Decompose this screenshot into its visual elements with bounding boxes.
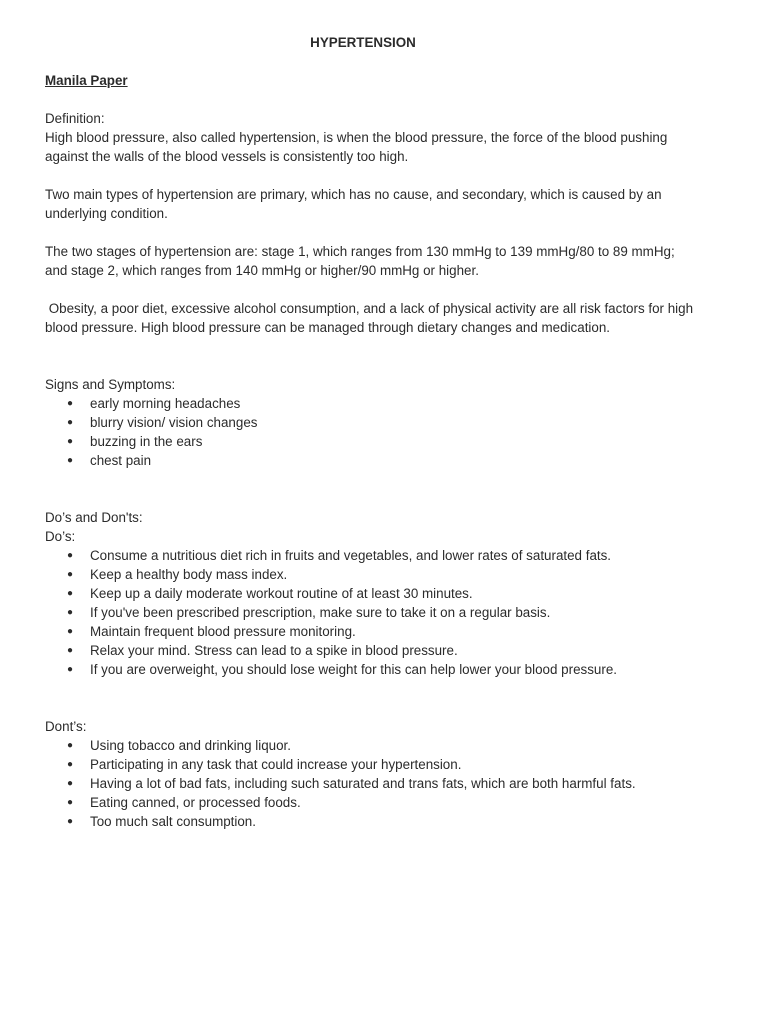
- dos-list: [45, 546, 695, 679]
- risk-factors-paragraph: Obesity, a poor diet, excessive alcohol consumption, and a lack of physical activity are all risk factors for high blood pressure. High blood pressure can be managed through dietary changes and medication.: [45, 301, 697, 335]
- list-item: ● chest pain: [45, 451, 695, 470]
- signs-list: [45, 394, 695, 470]
- list-item: ● Relax your mind. Stress can lead to a spike in blood pressure.: [45, 641, 695, 660]
- list-item: ● Participating in any task that could increase your hypertension.: [45, 755, 695, 774]
- list-item: ● If you've been prescribed prescription, make sure to take it on a regular basis.: [45, 603, 695, 622]
- stages-paragraph: The two stages of hypertension are: stage 1, which ranges from 130 mmHg to 139 mmHg/80 to 89 mmHg; and stage 2, which ranges from 140 mmHg or higher/90 mmHg or higher.: [45, 244, 675, 278]
- list-item: ● buzzing in the ears: [45, 432, 695, 451]
- list-item: ● blurry vision/ vision changes: [45, 413, 695, 432]
- list-item: ● Using tobacco and drinking liquor.: [45, 736, 695, 755]
- definition-label: Definition:: [45, 111, 105, 126]
- types-paragraph: Two main types of hypertension are primary, which has no cause, and secondary, which is caused by an underlying condition.: [45, 187, 662, 221]
- page-title: HYPERTENSION: [310, 35, 416, 50]
- list-item: ● Keep a healthy body mass index.: [45, 565, 695, 584]
- document-subtitle: Manila Paper: [45, 73, 128, 88]
- definition-text: High blood pressure, also called hypertension, is when the blood pressure, the force of the blood pushing against the walls of the blood vessels is consistently too high.: [45, 130, 668, 164]
- donts-list: [45, 736, 695, 831]
- list-item: ● Eating canned, or processed foods.: [45, 793, 695, 812]
- dos-donts-label: Do’s and Don'ts:: [45, 510, 143, 525]
- list-item: ● Keep up a daily moderate workout routine of at least 30 minutes.: [45, 584, 695, 603]
- list-item: ● Consume a nutritious diet rich in fruits and vegetables, and lower rates of saturated fats.: [45, 546, 695, 565]
- list-item: ● Too much salt consumption.: [45, 812, 695, 831]
- signs-label: Signs and Symptoms:: [45, 377, 176, 392]
- dos-label: Do’s:: [45, 529, 76, 544]
- document-page: [45, 33, 695, 831]
- list-item: ● early morning headaches: [45, 394, 695, 413]
- list-item: ● Having a lot of bad fats, including such saturated and trans fats, which are both harmful fats.: [45, 774, 695, 793]
- donts-label: Dont’s:: [45, 719, 87, 734]
- list-item: ● If you are overweight, you should lose weight for this can help lower your blood pressure.: [45, 660, 695, 679]
- list-item: ● Maintain frequent blood pressure monitoring.: [45, 622, 695, 641]
